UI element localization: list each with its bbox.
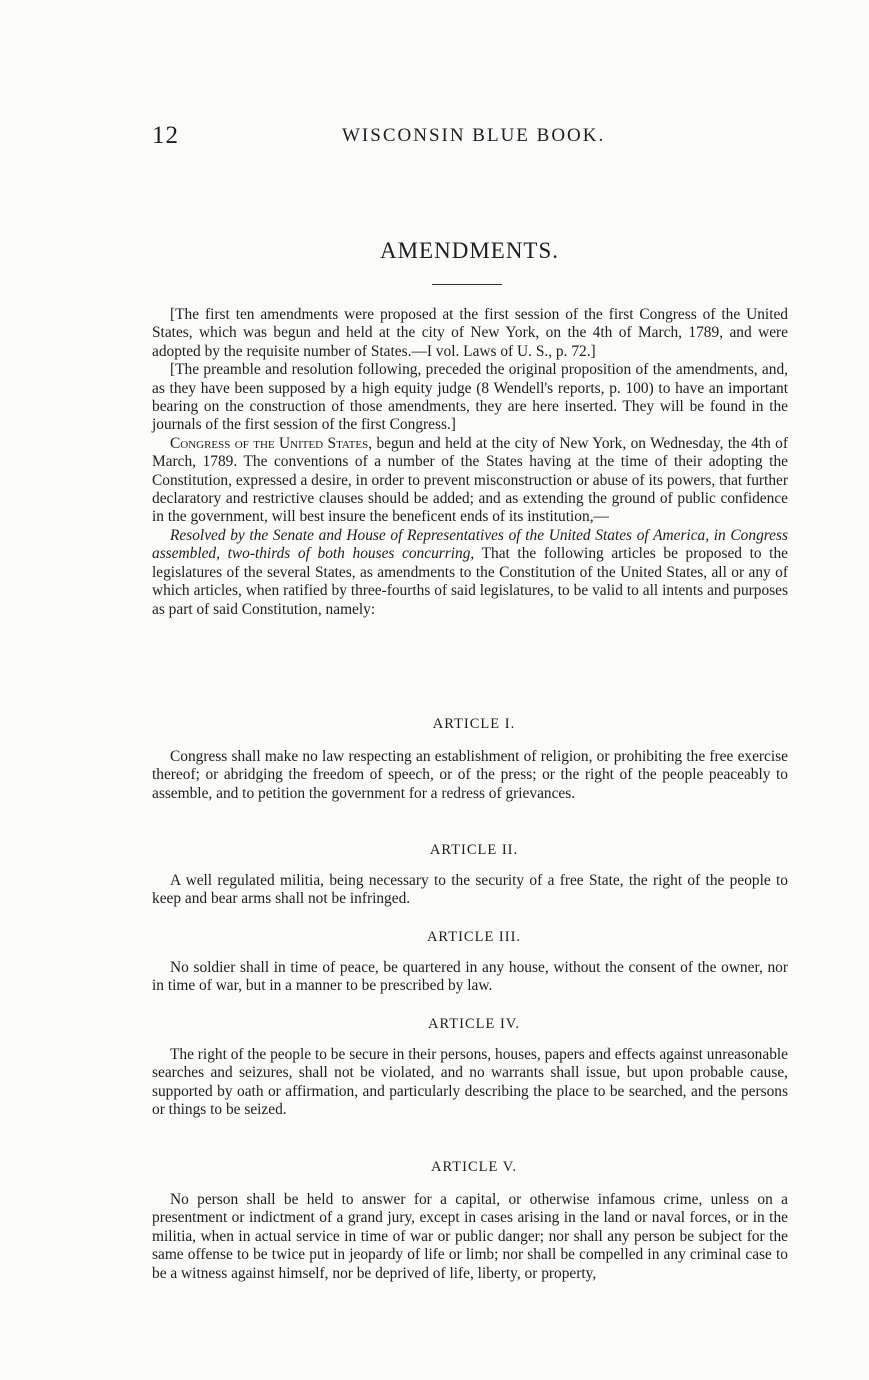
book-title: WISCONSIN BLUE BOOK. [342, 125, 606, 146]
intro-note-preamble: [The preamble and resolution following, preceded the original proposition of the amendments, and, as they have been supposed by a high equity judge (8 Wendell's reports, p. 100) to have an important bearing on the construction of those amendments, they are here inserted. They will be found in the journals of the first session of the first Congress.] [152, 361, 788, 434]
preamble-congress-name: Congress of the United States, [170, 434, 373, 452]
article-text [152, 1191, 788, 1283]
article-heading: ARTICLE II. [429, 842, 519, 858]
article-paragraph: Congress shall make no law respecting an establishment of religion, or prohibiting the free exercise thereof; or abridging the freedom of speech, or of the press; or the right of the people peaceably to assemble, and to petition the government for a redress of grievances. [152, 748, 788, 802]
article-heading: ARTICLE I. [432, 716, 516, 732]
resolution-paragraph [152, 527, 788, 619]
article-heading: ARTICLE III. [426, 929, 522, 945]
article-text [152, 1046, 788, 1120]
article-text [152, 872, 788, 909]
article-paragraph: No person shall be held to answer for a capital, or otherwise infamous crime, unless on a presentment or indictment of a grand jury, except in cases arising in the land or naval forces, or in the militia, when in actual service in time of war or public danger; nor shall any person be subject for the same offense to be twice put in jeopardy of life or limb; nor shall be compelled in any criminal case to be a witness against himself, nor be deprived of life, liberty, or property, [152, 1191, 788, 1282]
article-heading: ARTICLE V. [431, 1159, 517, 1175]
article-text [152, 748, 788, 803]
article-paragraph: No soldier shall in time of peace, be quartered in any house, without the consent of the owner, nor in time of war, but in a manner to be prescribed by law. [152, 959, 788, 995]
article-heading: ARTICLE IV. [427, 1016, 521, 1032]
intro-text [152, 306, 788, 619]
resolution-enacting-clause: Resolved by the Senate and House of Representatives of the United States of America, in Congress assembled, two-thirds of both houses concurring, [152, 526, 788, 563]
article-paragraph: A well regulated militia, being necessary to the security of a free State, the right of the people to keep and bear arms shall not be infringed. [152, 872, 788, 908]
page-number: 12 [152, 122, 179, 149]
section-title: AMENDMENTS. [379, 238, 560, 263]
article-text [152, 959, 788, 996]
resolution-body: That the following articles be proposed to the legislatures of the several States, as amendments to the Constitution of the United States, all or any of which articles, when ratified by three-fourths of said legislatures, to be valid to all intents and purposes as part of said Constitution, namely: [152, 545, 788, 618]
title-rule [432, 284, 502, 285]
intro-note-first-amendments: [The first ten amendments were proposed at the first session of the first Congress of the United States, which was begun and held at the city of New York, on the 4th of March, 1789, and were adopted by the requisite number of States.—I vol. Laws of U. S., p. 72.] [152, 306, 788, 360]
preamble-body: begun and held at the city of New York, on Wednesday, the 4th of March, 1789. The conventions of a number of the States having at the time of their adopting the Constitution, expressed a desire, in order to prevent misconstruction or abuse of its powers, that further declaratory and restrictive clauses should be added; and as extending the ground of public confidence in the government, will best insure the beneficent ends of its institution,— [152, 434, 788, 526]
preamble-paragraph [152, 435, 788, 527]
article-paragraph: The right of the people to be secure in their persons, houses, papers and effects against unreasonable searches and seizures, shall not be violated, and no warrants shall issue, but upon probable cause, supported by oath or affirmation, and particularly describing the place to be searched, and the persons or things to be seized. [152, 1046, 788, 1119]
running-head [152, 122, 788, 152]
